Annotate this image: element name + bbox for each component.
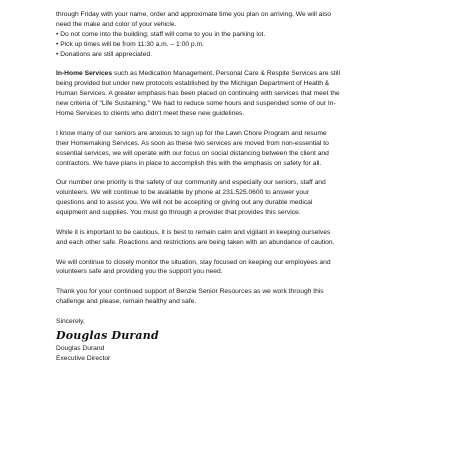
in-home-services-paragraph bbox=[56, 69, 396, 119]
closing-block bbox=[56, 317, 396, 364]
signer-title: Executive Director bbox=[56, 354, 111, 362]
thanks-paragraph bbox=[56, 287, 396, 307]
paragraph-line: being provided but under new protocols established by the Michigan Department of Health & bbox=[56, 80, 330, 88]
paragraph-line bbox=[56, 69, 396, 79]
handwritten-signature: Douglas Durand bbox=[56, 328, 159, 342]
paragraph-line: I know many of our seniors are anxious to sign up for the Lawn Chore Program and resume bbox=[56, 129, 327, 137]
paragraph-line: challenge and please, remain healthy and safe. bbox=[56, 298, 197, 306]
paragraph-line: We will continue to closely monitor the situation, stay focused on keeping our employees and bbox=[56, 258, 331, 266]
in-home-services-heading: In-Home Services bbox=[56, 70, 113, 78]
paragraph-line: Home Services to clients who didn't meet these new guidelines. bbox=[56, 110, 245, 118]
paragraph-line: contractors. We have plans in place to accomplish this with the emphasis on safety for all. bbox=[56, 159, 322, 167]
paragraph-line: volunteers. We will continue to be available by phone at 231.525.0600 to answer your bbox=[56, 189, 310, 197]
paragraph-line: Thank you for your continued support of Benzie Senior Resources as we work through this bbox=[56, 288, 324, 296]
paragraph-line: Human Services. A greater emphasis has been placed on continuing with services that meet the bbox=[56, 90, 340, 98]
intro-line: need the make and color of your vehicle. bbox=[56, 20, 177, 28]
paragraph-line: their Homemaking Services. As soon as these two services are moved from non-essential to bbox=[56, 139, 329, 147]
intro-line: through Friday with your name, order and approximate time you plan on arriving. We will also bbox=[56, 11, 331, 18]
lawn-chore-paragraph bbox=[56, 129, 396, 169]
paragraph-line: new criteria of "Life Sustaining." We had to reduce some hours and suspended some of our In- bbox=[56, 100, 336, 108]
letter-page bbox=[56, 10, 396, 364]
bullet-item: • Do not come into the building; staff will come to you in the parking lot. bbox=[56, 30, 266, 38]
monitor-paragraph bbox=[56, 258, 396, 278]
salutation: Sincerely, bbox=[56, 317, 85, 325]
priority-paragraph bbox=[56, 178, 396, 218]
paragraph-line: volunteers safe and providing you the support you need. bbox=[56, 268, 223, 276]
paragraph-line: While it is important to be cautious, it is best to remain calm and vigilant in keeping ourselves bbox=[56, 228, 331, 236]
signer-name: Douglas Durand bbox=[56, 344, 105, 352]
paragraph-line: equipment and supplies. You must go through a provider that provides this service. bbox=[56, 209, 301, 217]
paragraph-line: Our number one priority is the safety of our community and especially our seniors, staff and bbox=[56, 179, 326, 187]
paragraph-text: such as Medication Management, Personal Care & Respite Services are still bbox=[112, 70, 340, 78]
bullet-item: • Donations are still appreciated. bbox=[56, 50, 153, 58]
caution-paragraph bbox=[56, 228, 396, 248]
paragraph-line: essential services, we will operate with our focus on social distancing between the client and bbox=[56, 149, 329, 157]
intro-section bbox=[56, 10, 396, 60]
bullet-item: • Pick up times will be from 11:30 a.m. – 1:00 p.m. bbox=[56, 40, 204, 48]
paragraph-line: and each other safe. Reactions and restrictions are being taken with an abundance of caution. bbox=[56, 238, 335, 246]
paragraph-line: questions and to assist you. We will not be accepting or giving out any durable medical bbox=[56, 199, 313, 207]
